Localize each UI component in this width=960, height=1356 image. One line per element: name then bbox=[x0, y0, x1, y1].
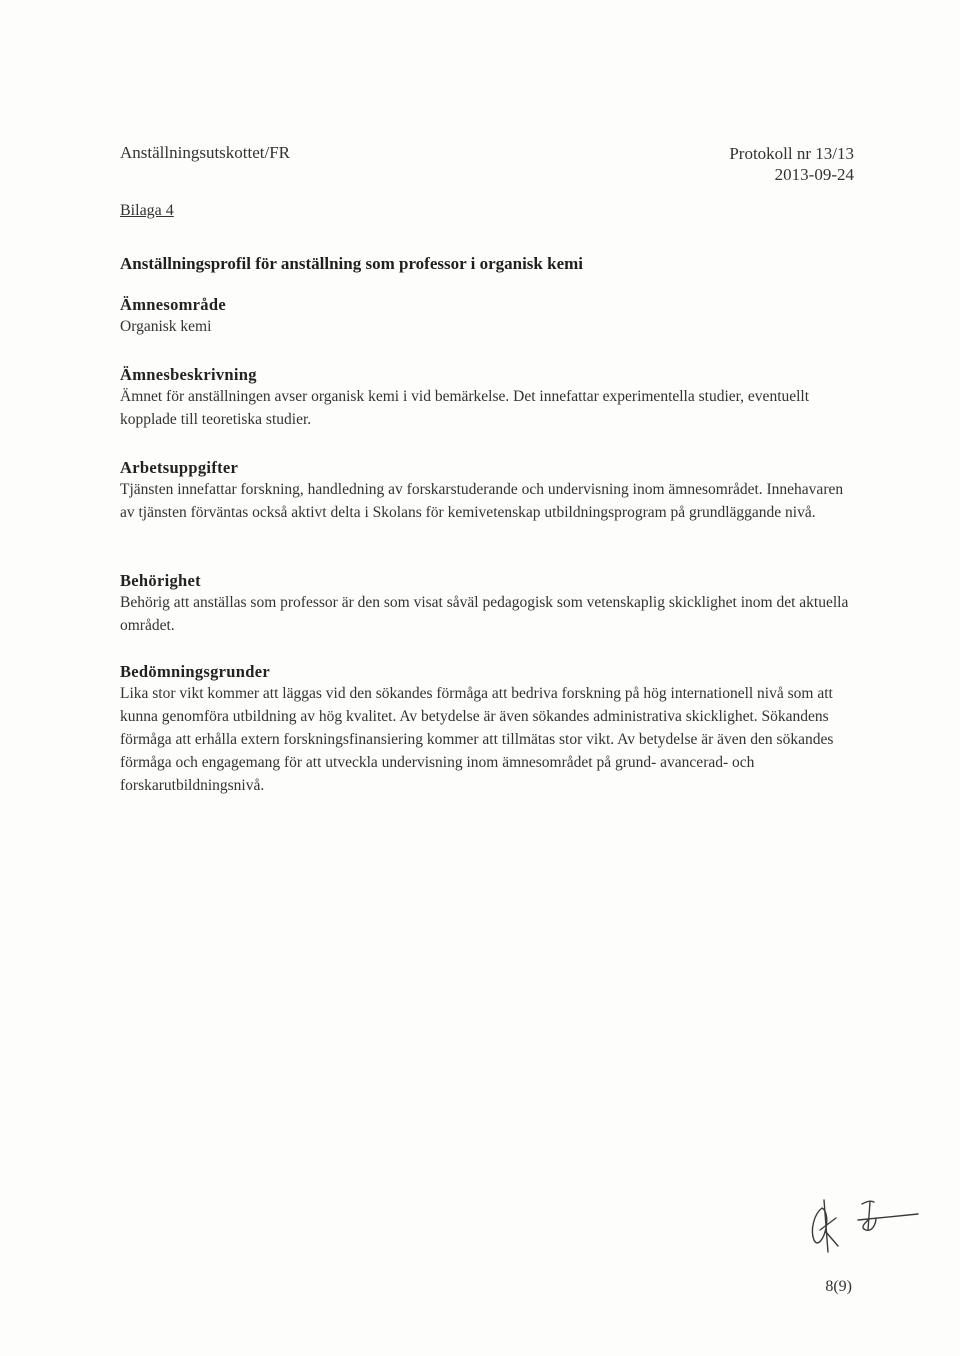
section-body: Tjänsten innefattar forskning, handledning av forskarstuderande och undervisning inom ämnesområdet. Innehavaren av tjänsten förväntas också aktivt delta i Skolans för kemivetenskap utbildningsprogram på grundläggande nivå. bbox=[120, 481, 844, 521]
section-behorighet bbox=[120, 571, 860, 637]
protocol-date: 2013-09-24 bbox=[774, 165, 854, 184]
section-heading: Behörighet bbox=[120, 571, 201, 590]
header-left: Anställningsutskottet/FR bbox=[120, 143, 291, 162]
section-amnesomrade bbox=[120, 295, 860, 338]
protocol-number: Protokoll nr 13/13 bbox=[729, 144, 854, 163]
document-title: Anställningsprofil för anställning som professor i organisk kemi bbox=[120, 254, 584, 273]
section-heading: Ämnesområde bbox=[120, 295, 226, 314]
section-body: Behörig att anställas som professor är den som visat såväl pedagogisk som vetenskaplig skicklighet inom det aktuella området. bbox=[120, 594, 849, 634]
section-arbetsuppgifter bbox=[120, 458, 860, 524]
section-body: Organisk kemi bbox=[120, 318, 212, 335]
section-body: Ämnet för anställningen avser organisk kemi i vid bemärkelse. Det innefattar experimentella studier, eventuellt kopplade till teoretiska studier. bbox=[120, 388, 810, 428]
section-amnesbeskrivning bbox=[120, 365, 860, 431]
section-bedomningsgrunder bbox=[120, 662, 860, 797]
page-number: 8(9) bbox=[825, 1278, 852, 1295]
header-right bbox=[729, 143, 854, 185]
section-heading: Bedömningsgrunder bbox=[120, 662, 270, 681]
handwritten-signature bbox=[800, 1190, 925, 1260]
section-heading: Ämnesbeskrivning bbox=[120, 365, 257, 384]
bilaga-label: Bilaga 4 bbox=[120, 202, 174, 219]
section-body: Lika stor vikt kommer att läggas vid den sökandes förmåga att bedriva forskning på hög internationell nivå som att kunna genomföra utbildning av hög kvalitet. Av betydelse är även sökandes administrativa skicklighet. Sökandens förmåga att erhålla extern forskningsfinansiering kommer att tillmätas stor vikt. Av betydelse är även den sökandes förmåga och engagemang för att utveckla undervisning inom ämnesområdet på grund- avancerad- och forskarutbildningsnivå. bbox=[120, 685, 834, 794]
section-heading: Arbetsuppgifter bbox=[120, 458, 239, 477]
